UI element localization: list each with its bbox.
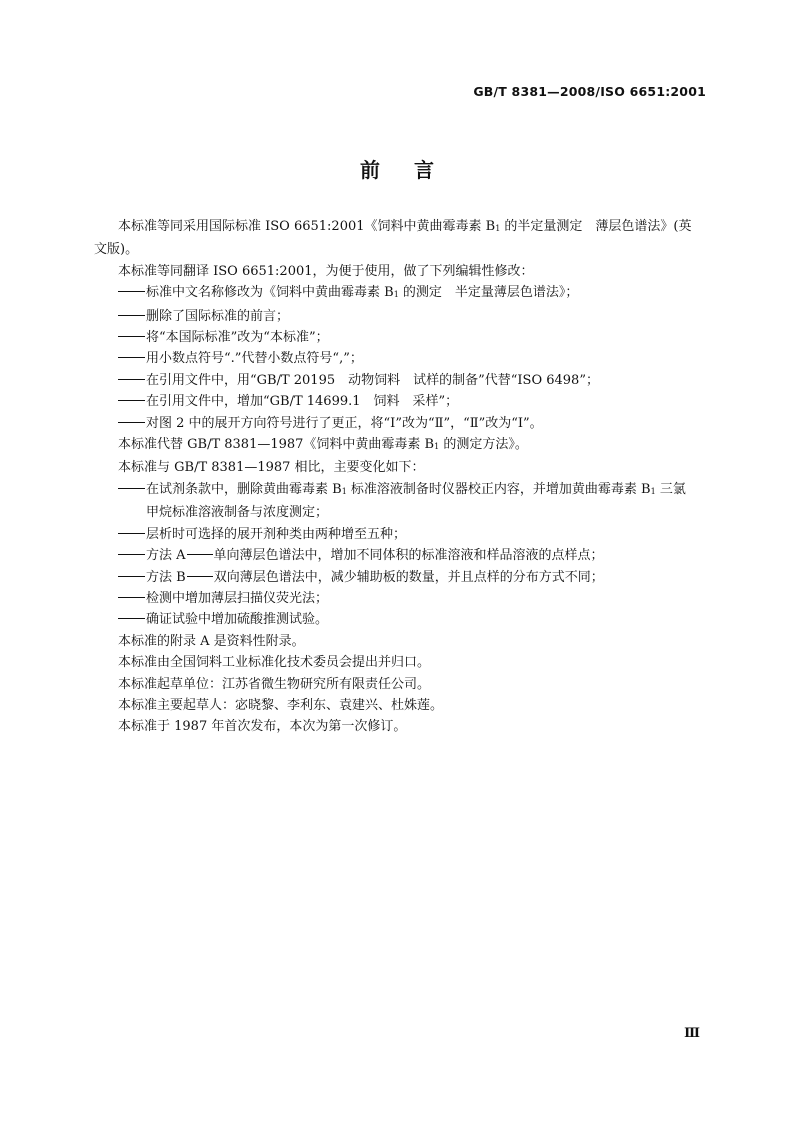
page-number: Ⅲ — [684, 1026, 700, 1041]
list-item: 检测中增加薄层扫描仪荧光法； — [118, 588, 710, 609]
paragraph: 本标准由全国饲料工业标准化技术委员会提出并归口。 — [118, 655, 431, 671]
paragraph: 本标准起草单位：江苏省微生物研究所有限责任公司。 — [118, 676, 431, 692]
paragraph: 本标准等同采用国际标准 ISO 6651:2001《饲料中黄曲霉毒素 $B_1$ 的半定量测定 薄层色谱法》(英 — [118, 219, 692, 234]
list-item: 标准中文名称修改为《饲料中黄曲霉毒素 $B_1$ 的测定 半定量薄层色谱法》； — [118, 282, 710, 305]
em-dash — [118, 554, 145, 555]
list-item: 方法 A 单向薄层色谱法中，增加不同体积的标准溶液和样品溶液的点样点； — [118, 545, 710, 566]
em-dash — [118, 357, 145, 358]
list-item: 层析时可选择的展开剂种类由两种增至五种； — [118, 524, 710, 545]
paragraph-continuation: 文版)。 — [94, 242, 139, 258]
list-item: 对图 2 中的展开方向符号进行了更正，将“Ⅰ”改为“Ⅱ”，“Ⅱ”改为“Ⅰ”。 — [118, 413, 710, 434]
list-item: 用小数点符号“.”代替小数点符号“,”； — [118, 348, 710, 369]
list-item: 将“本国际标准”改为“本标准”； — [118, 327, 710, 348]
paragraph: 本标准等同翻译 ISO 6651:2001，为便于使用，做了下列编辑性修改： — [118, 263, 534, 279]
standard-code: GB/T 8381—2008/ISO 6651:2001 — [473, 84, 706, 99]
em-dash — [118, 576, 145, 577]
em-dash — [118, 291, 145, 292]
em-dash — [118, 422, 145, 423]
list-item: 方法 B 双向薄层色谱法中，减少辅助板的数量，并且点样的分布方式不同； — [118, 567, 710, 588]
paragraph: 本标准于 1987 年首次发布，本次为第一次修订。 — [118, 719, 407, 735]
list-item-continuation: 甲烷标准溶液制备与浓度测定； — [146, 505, 329, 521]
em-dash — [118, 533, 145, 534]
page-title: 前言 — [360, 158, 468, 182]
em-dash — [118, 336, 145, 337]
preface-body — [94, 216, 710, 738]
em-dash — [118, 379, 145, 380]
list-item: 在引用文件中，用“GB/T 20195 动物饲料 试样的制备”代替“ISO 6498”； — [118, 370, 710, 391]
paragraph: 本标准代替 GB/T 8381—1987《饲料中黄曲霉毒素 $B_1$ 的测定方法》。 — [118, 437, 528, 453]
paragraph: 本标准主要起草人：宓晓黎、李利东、袁建兴、杜姝莲。 — [118, 697, 444, 713]
list-item: 确证试验中增加硫酸推测试验。 — [118, 609, 710, 630]
em-dash — [118, 488, 145, 489]
em-dash — [118, 315, 145, 316]
em-dash — [187, 576, 213, 577]
em-dash — [118, 618, 145, 619]
list-item: 在试剂条款中，删除黄曲霉毒素 $B_1$ 标准溶液制备时仪器校正内容，并增加黄曲霉毒素 $B_1$ 三氯 — [118, 479, 710, 502]
em-dash — [187, 554, 213, 555]
paragraph: 本标准的附录 A 是资料性附录。 — [118, 633, 305, 649]
list-item: 在引用文件中，增加“GB/T 14699.1 饲料 采样”； — [118, 391, 710, 412]
em-dash — [118, 400, 145, 401]
em-dash — [118, 597, 145, 598]
paragraph: 本标准与 GB/T 8381—1987 相比，主要变化如下： — [118, 460, 425, 476]
list-item: 删除了国际标准的前言； — [118, 306, 710, 327]
